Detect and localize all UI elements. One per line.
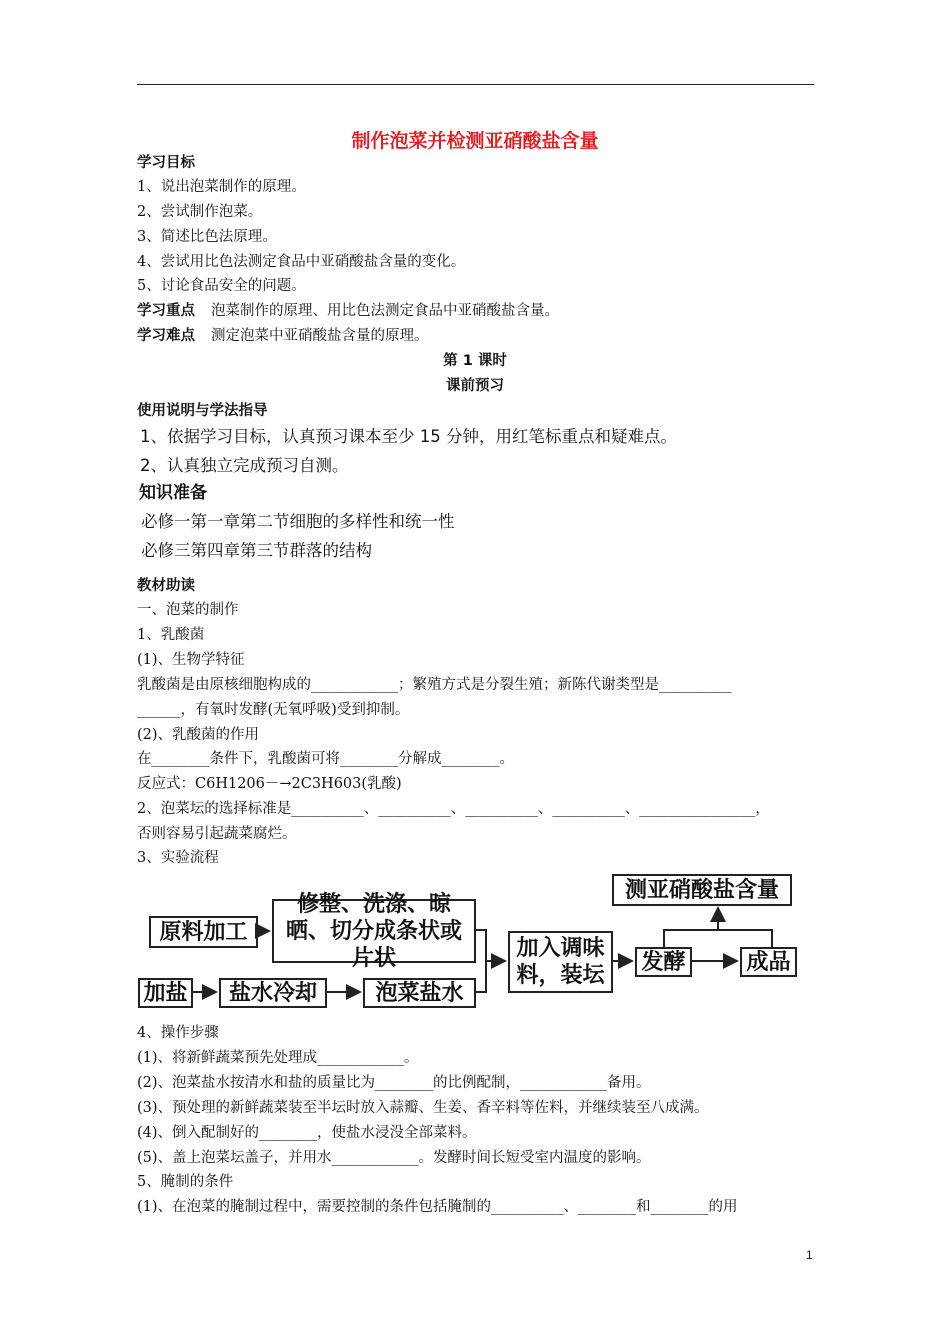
- step-item: (2)、泡菜盐水按清水和盐的质量比为________的比例配制，____________备用。: [137, 1075, 651, 1091]
- sub-heading: (1)、生物学特征: [137, 652, 245, 668]
- sub-heading: 4、操作步骤: [137, 1025, 219, 1041]
- knowledge-item: 必修一第一章第二节细胞的多样性和统一性: [141, 512, 455, 531]
- goal-item: 2、尝试制作泡菜。: [137, 204, 263, 220]
- sub-heading: 1、乳酸菌: [137, 627, 205, 643]
- goal-item: 3、简述比色法原理。: [137, 229, 277, 245]
- fill-in-line: 乳酸菌是由原核细胞构成的____________；繁殖方式是分裂生殖；新陈代谢类型是__________: [137, 677, 732, 693]
- fill-in-line: (1)、在泡菜的腌制过程中，需要控制的条件包括腌制的__________、________和________的用: [137, 1199, 738, 1215]
- fill-in-line: ______，有氧时发酵(无氧呼吸)受到抑制。: [137, 702, 410, 718]
- goal-item: 4、尝试用比色法测定食品中亚硝酸盐含量的变化。: [137, 254, 466, 270]
- flow-salt-box: 加盐: [138, 978, 193, 1008]
- flow-measure-box: 测亚硝酸盐含量: [612, 874, 792, 906]
- step-item: (3)、预处理的新鲜蔬菜装至半坛时放入蒜瓣、生姜、香辛料等佐料，并继续装至八成满。: [137, 1100, 709, 1116]
- knowledge-heading: 知识准备: [139, 483, 207, 503]
- guide-item: 2、认真独立完成预习自测。: [140, 456, 349, 475]
- guide-item: 1、依据学习目标，认真预习课本至少 15 分钟，用红笔标重点和疑难点。: [140, 427, 677, 446]
- sub-heading: 3、实验流程: [137, 850, 219, 866]
- difficulty-label: 学习难点: [137, 328, 195, 344]
- step-item: (1)、将新鲜蔬菜预先处理成____________。: [137, 1050, 419, 1066]
- focus-text: 泡菜制作的原理、用比色法测定食品中亚硝酸盐含量。: [211, 303, 559, 319]
- bracket-line: [664, 930, 772, 947]
- preview-heading: 课前预习: [446, 378, 504, 394]
- flow-cool-box: 盐水冷却: [219, 978, 327, 1008]
- bracket-line: [476, 930, 486, 992]
- fill-in-line: 2、泡菜坛的选择标准是__________、__________、__________、__________、________________，: [137, 801, 770, 817]
- knowledge-item: 必修三第四章第三节群落的结构: [141, 541, 372, 560]
- flow-product-box: 成品: [740, 947, 797, 977]
- difficulty-text: 测定泡菜中亚硝酸盐含量的原理。: [211, 328, 429, 344]
- step-item: (4)、倒入配制好的________，使盐水浸没全部菜料。: [137, 1125, 477, 1141]
- reaction-line: 反应式：C6H1206－→2C3H603(乳酸): [137, 776, 402, 792]
- lesson-heading: 第 1 课时: [443, 353, 507, 369]
- fill-in-line: 在________条件下，乳酸菌可将________分解成________。: [137, 751, 514, 767]
- text-line: 否则容易引起蔬菜腐烂。: [137, 826, 297, 842]
- goal-item: 5、讨论食品安全的问题。: [137, 278, 306, 294]
- flow-ferment-box: 发酵: [635, 947, 692, 977]
- reading-heading: 教材助读: [137, 578, 195, 594]
- flow-brine-box: 泡菜盐水: [363, 978, 476, 1008]
- sub-heading: (2)、乳酸菌的作用: [137, 727, 260, 743]
- page-number: 1: [806, 1248, 813, 1262]
- sub-heading: 5、腌制的条件: [137, 1174, 234, 1190]
- flow-trim-box: 修整、洗涤、晾晒、切分成条状或片状: [272, 899, 476, 963]
- goal-item: 1、说出泡菜制作的原理。: [137, 179, 306, 195]
- flow-season-box: 加入调味料，装坛: [508, 931, 613, 993]
- focus-label: 学习重点: [137, 303, 195, 319]
- goals-heading: 学习目标: [137, 155, 195, 171]
- flow-raw-box: 原料加工: [149, 916, 258, 948]
- section-heading: 一、泡菜的制作: [137, 602, 239, 618]
- guide-heading: 使用说明与学法指导: [137, 403, 268, 419]
- document-title: 制作泡菜并检测亚硝酸盐含量: [351, 130, 599, 152]
- step-item: (5)、盖上泡菜坛盖子，并用水____________。发酵时间长短受室内温度的影响。: [137, 1150, 651, 1166]
